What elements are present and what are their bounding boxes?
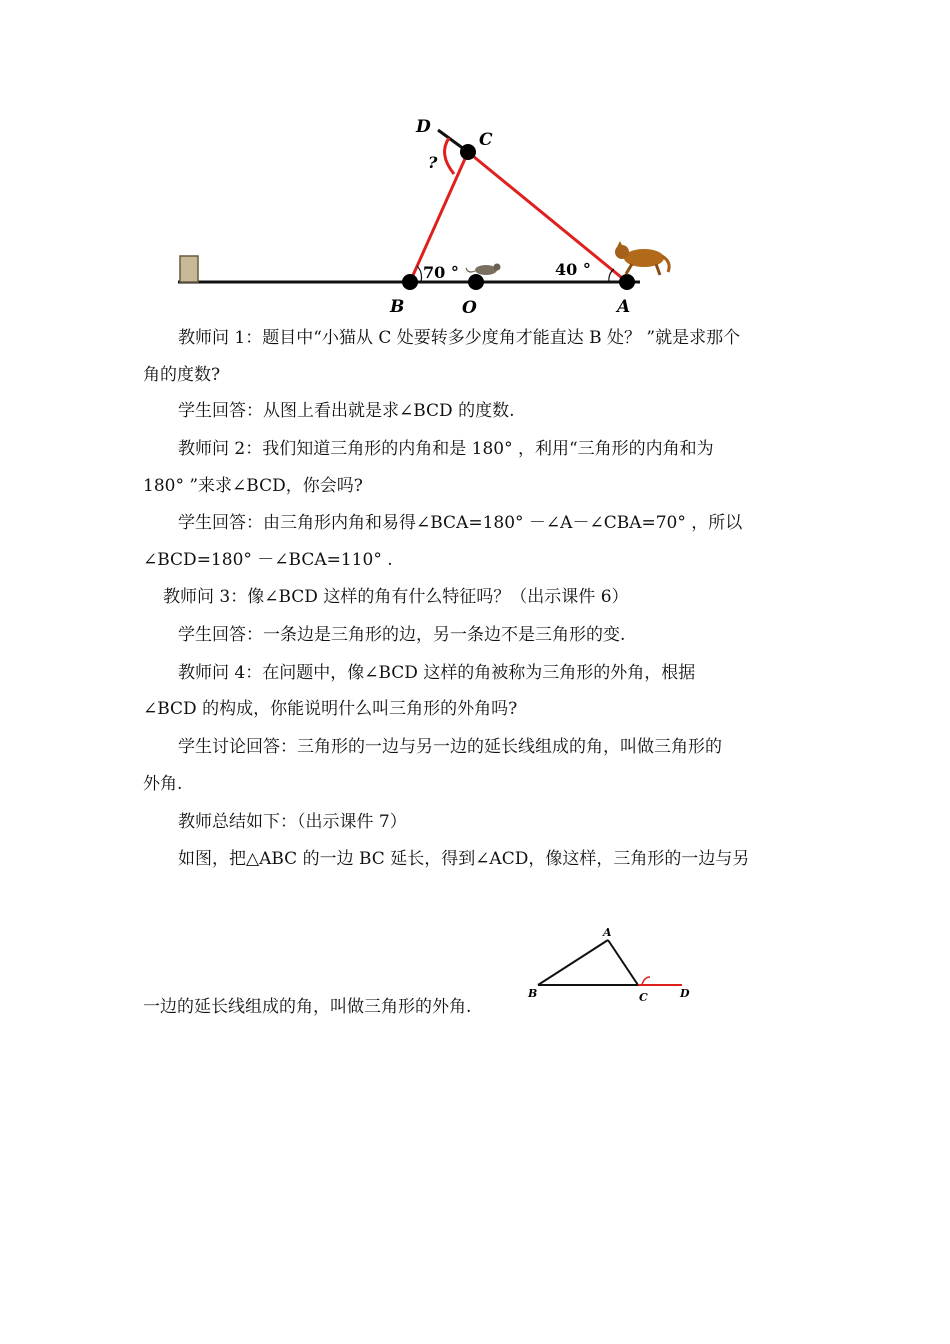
paragraph-10-cont: 一边的延长线组成的角，叫做三角形的外角.: [143, 997, 472, 1017]
label-a: A: [603, 926, 612, 939]
side-ab: [538, 940, 608, 985]
point-a: [619, 274, 635, 290]
angle-b-label: 70 °: [423, 263, 459, 282]
paragraph-9: 教师总结如下：（出示课件 7）: [178, 812, 407, 832]
label-o: O: [462, 298, 477, 318]
paragraph-2: 学生回答：从图上看出就是求∠BCD 的度数.: [178, 401, 515, 421]
exterior-angle-diagram: [170, 108, 680, 322]
mouse-picture: [466, 264, 501, 276]
side-ac: [608, 940, 638, 985]
paragraph-8: 学生讨论回答：三角形的一边与另一边的延长线组成的角，叫做三角形的: [178, 737, 722, 757]
label-question: ?: [428, 153, 438, 172]
label-b: B: [528, 987, 538, 1000]
paragraph-7-cont: ∠BCD 的构成，你能说明什么叫三角形的外角吗?: [143, 699, 518, 719]
paragraph-4-cont: ∠BCD=180° －∠BCA=110° .: [143, 550, 393, 570]
paragraph-3-cont: 180° ”来求∠BCD，你会吗?: [143, 476, 363, 496]
paragraph-1: 教师问 1：题目中“小猫从 C 处要转多少度角才能直达 B 处？ ”就是求那个: [178, 328, 741, 348]
label-c: C: [639, 991, 648, 1004]
exterior-angle-arc: [642, 977, 650, 985]
cat-picture: [615, 241, 669, 275]
side-ca: [468, 152, 627, 282]
point-o: [468, 274, 484, 290]
exterior-angle-arc: [445, 138, 454, 174]
paragraph-8-cont: 外角.: [143, 774, 183, 794]
paragraph-1-cont: 角的度数?: [143, 365, 221, 385]
point-c: [460, 144, 476, 160]
paragraph-3: 教师问 2：我们知道三角形的内角和是 180° ，利用“三角形的内角和为: [178, 439, 714, 459]
label-d: D: [416, 117, 431, 137]
triangle-abc-diagram: [520, 920, 700, 1010]
label-d: D: [680, 987, 690, 1000]
box-shape: [180, 256, 198, 282]
paragraph-10: 如图，把△ABC 的一边 BC 延长，得到∠ACD，像这样，三角形的一边与另: [178, 849, 750, 869]
paragraph-5: 教师问 3：像∠BCD 这样的角有什么特征吗？（出示课件 6）: [163, 587, 629, 607]
label-a: A: [617, 297, 631, 317]
paragraph-4: 学生回答：由三角形内角和易得∠BCA=180° －∠A－∠CBA=70° ，所以: [178, 513, 743, 533]
label-c: C: [479, 130, 493, 150]
paragraph-7: 教师问 4：在问题中，像∠BCD 这样的角被称为三角形的外角，根据: [178, 663, 696, 683]
angle-a-label: 40 °: [555, 260, 591, 279]
label-b: B: [390, 297, 405, 317]
paragraph-6: 学生回答：一条边是三角形的边，另一条边不是三角形的变.: [178, 625, 626, 645]
point-b: [402, 274, 418, 290]
